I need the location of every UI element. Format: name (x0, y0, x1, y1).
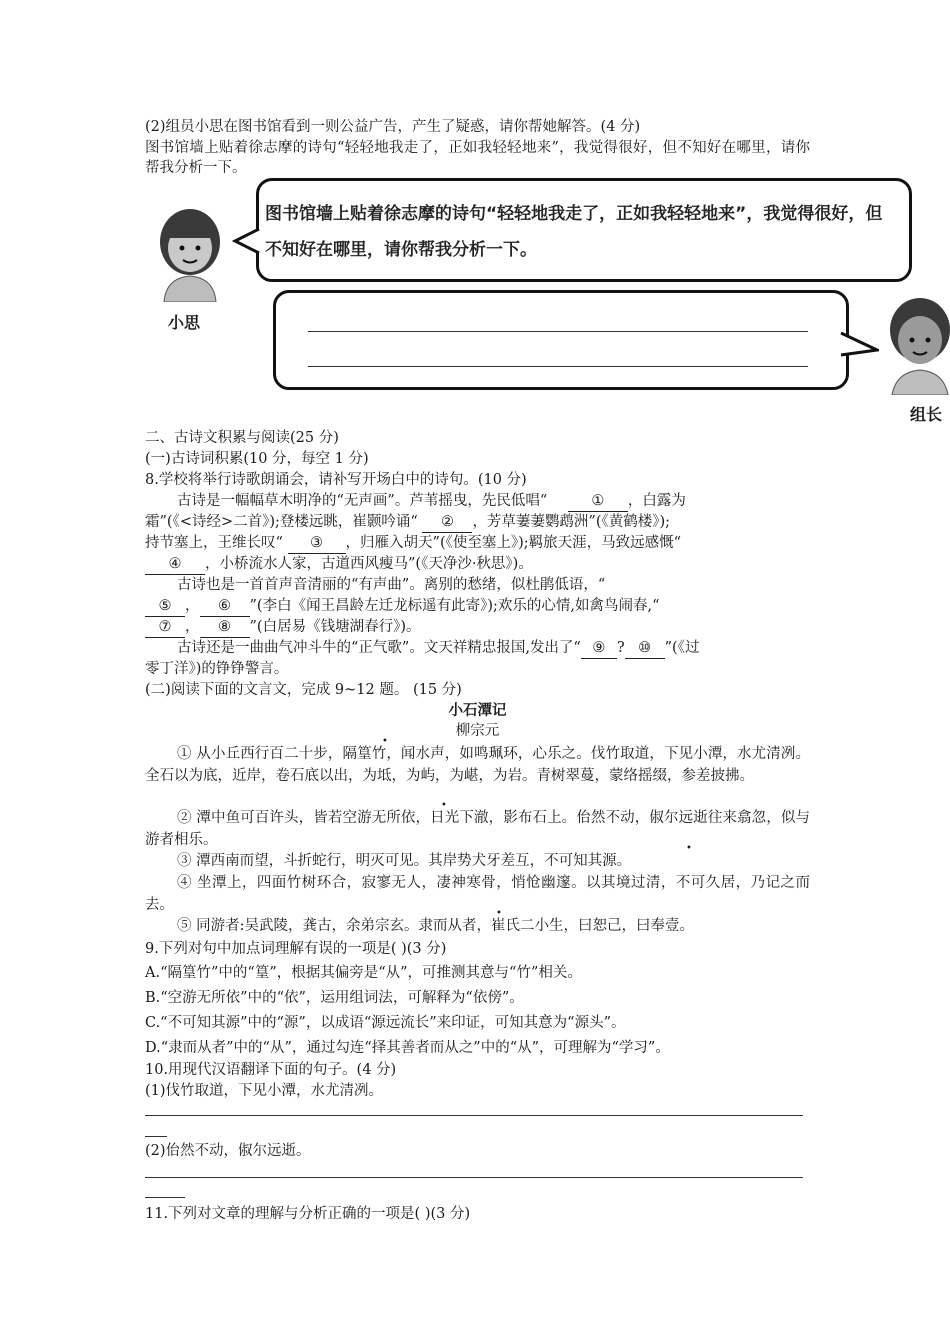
emphasis-dot: • (496, 908, 502, 919)
answer-line[interactable] (145, 1115, 803, 1116)
q8-para2-line3: ⑦ ， ⑧ ”(白居易《钱塘湖春行》)。 (145, 617, 420, 638)
q9-option-a[interactable]: A.“隔篁竹”中的“篁”，根据其偏旁是“从”，可推测其意与“竹”相关。 (145, 965, 582, 981)
q8-para3-line2: 零丁洋》)的铮铮警言。 (145, 661, 289, 677)
answer-line[interactable] (145, 1177, 803, 1178)
q10-sentence-2: (2)佁然不动，俶尔远逝。 (145, 1143, 311, 1159)
blank-4[interactable]: ④ (145, 554, 205, 575)
girl-avatar-icon (150, 202, 230, 302)
question-bubble-text: 图书馆墙上贴着徐志摩的诗句“轻轻地我走了，正如我轻轻地来”，我觉得很好，但不知好在哪里，请你帮我分析一下。 (265, 204, 883, 260)
emphasis-dot: • (441, 800, 447, 811)
blank-2[interactable]: ② (422, 512, 472, 533)
q11-prompt: 11.下列对文章的理解与分析正确的一项是( )(3 分) (145, 1206, 471, 1222)
blank-1[interactable]: ① (568, 491, 628, 512)
q9-option-b[interactable]: B.“空游无所依”中的“依”，运用组词法，可解释为“依傍”。 (145, 990, 524, 1006)
section-title: 二、古诗文积累与阅读(25 分) (145, 430, 339, 446)
q7-2-prompt: (2)组员小思在图书馆看到一则公益广告，产生了疑惑，请你帮她解答。(4 分) (145, 119, 641, 135)
answer-line-tail (145, 1136, 167, 1137)
q9-option-d[interactable]: D.“隶而从者”中的“从”，通过勾连“择其善者而从之”中的“从”，可理解为“学习”。 (145, 1040, 670, 1056)
answer-line-1 (308, 331, 808, 332)
right-character-name: 组长 (910, 405, 943, 424)
q10-prompt: 10.用现代汉语翻译下面的句子。(4 分) (145, 1062, 397, 1078)
q9-option-c[interactable]: C.“不可知其源”中的“源”，以成语“源远流长”来印证，可知其意为“源头”。 (145, 1015, 626, 1031)
answer-line-2 (308, 366, 808, 367)
boy-avatar-icon (880, 290, 950, 395)
blank-5[interactable]: ⑤ (145, 596, 185, 617)
bubble-tail-right-icon (839, 330, 879, 360)
q8-para2-line2: ⑤ ， ⑥ ”(李白《闻王昌龄左迁龙标遥有此寄》);欢乐的心情,如禽鸟闹春,“ (145, 596, 660, 617)
essay-para-1: ① 从小丘西行百二十步，隔篁竹，闻水声，如鸣珮环，心乐之。伐竹取道，下见小潭，水尤清冽。全石以为底，近岸，卷石底以出，为坻，为屿，为嵁，为岩。青树翠蔓，蒙络摇缀，参差披拂。 (145, 746, 810, 784)
q8-para2-line1: 古诗也是一首首声音清丽的“有声曲”。离别的愁绪，似杜鹃低语，“ (177, 577, 606, 593)
blank-8[interactable]: ⑧ (200, 617, 250, 638)
q8-para1-line1: 古诗是一幅幅草木明净的“无声画”。芦苇摇曳，先民低唱“ ① ，白露为 (177, 491, 686, 512)
blank-9[interactable]: ⑨ (581, 638, 617, 659)
subsection-title-2: (二)阅读下面的文言文，完成 9~12 题。 (15 分) (145, 682, 462, 698)
essay-para-3: ③ 潭西南而望，斗折蛇行，明灭可见。其岸势犬牙差互，不可知其源。 (177, 853, 632, 869)
q8-para1-line4: ④ ，小桥流水人家，古道西风瘦马”(《天净沙·秋思》)。 (145, 554, 533, 575)
emphasis-dot: • (686, 843, 692, 854)
emphasis-dot: • (382, 736, 388, 747)
q8-prompt: 8.学校将举行诗歌朗诵会，请补写开场白中的诗句。(10 分) (145, 472, 527, 488)
subsection-title-1: (一)古诗词积累(10 分，每空 1 分) (145, 451, 369, 467)
q10-sentence-1: (1)伐竹取道，下见小潭，水尤清冽。 (145, 1083, 384, 1099)
blank-7[interactable]: ⑦ (145, 617, 185, 638)
left-character-name: 小思 (168, 313, 201, 332)
q7-2-question: 图书馆墙上贴着徐志摩的诗句“轻轻地我走了，正如我轻轻地来”，我觉得很好，但不知好在哪里，请你帮我分析一下。 (145, 140, 810, 176)
essay-title: 小石潭记 (448, 702, 507, 719)
bubble-tail-left-icon (232, 226, 262, 256)
blank-6[interactable]: ⑥ (200, 596, 250, 617)
answer-bubble (273, 290, 849, 390)
essay-para-5: ⑤ 同游者:吴武陵，龚古，余弟宗玄。隶而从者，崔氏二小生，曰恕己，曰奉壹。 (177, 918, 694, 934)
blank-10[interactable]: ⑩ (625, 638, 665, 659)
q9-prompt: 9.下列对句中加点词理解有误的一项是( )(3 分) (145, 941, 447, 957)
q8-para1-line2: 霜”(《<诗经>二首》);登楼远眺，崔颢吟诵“ ② ，芳草萋萋鹦鹉洲”(《黄鹤楼》); (145, 512, 670, 533)
blank-3[interactable]: ③ (288, 533, 346, 554)
essay-para-2: ② 潭中鱼可百许头，皆若空游无所依，日光下澈，影布石上。佁然不动，俶尔远逝往来翕忽，似与游者相乐。 (145, 810, 810, 848)
essay-author: 柳宗元 (455, 723, 500, 739)
q8-para1-line3: 持节塞上，王维长叹“ ③ ，归雁入胡天”(《使至塞上》);羁旅天涯，马致远感慨“ (145, 533, 681, 554)
answer-line-tail (145, 1197, 185, 1198)
q8-para3-line1: 古诗还是一曲曲气冲斗牛的“正气歌”。文天祥精忠报国,发出了“ ⑨ ? ⑩ ”(《过 (177, 638, 699, 659)
essay-para-4: ④ 坐潭上，四面竹树环合，寂寥无人，凄神寒骨，悄怆幽邃。以其境过清，不可久居，乃记之而去。 (145, 875, 810, 913)
